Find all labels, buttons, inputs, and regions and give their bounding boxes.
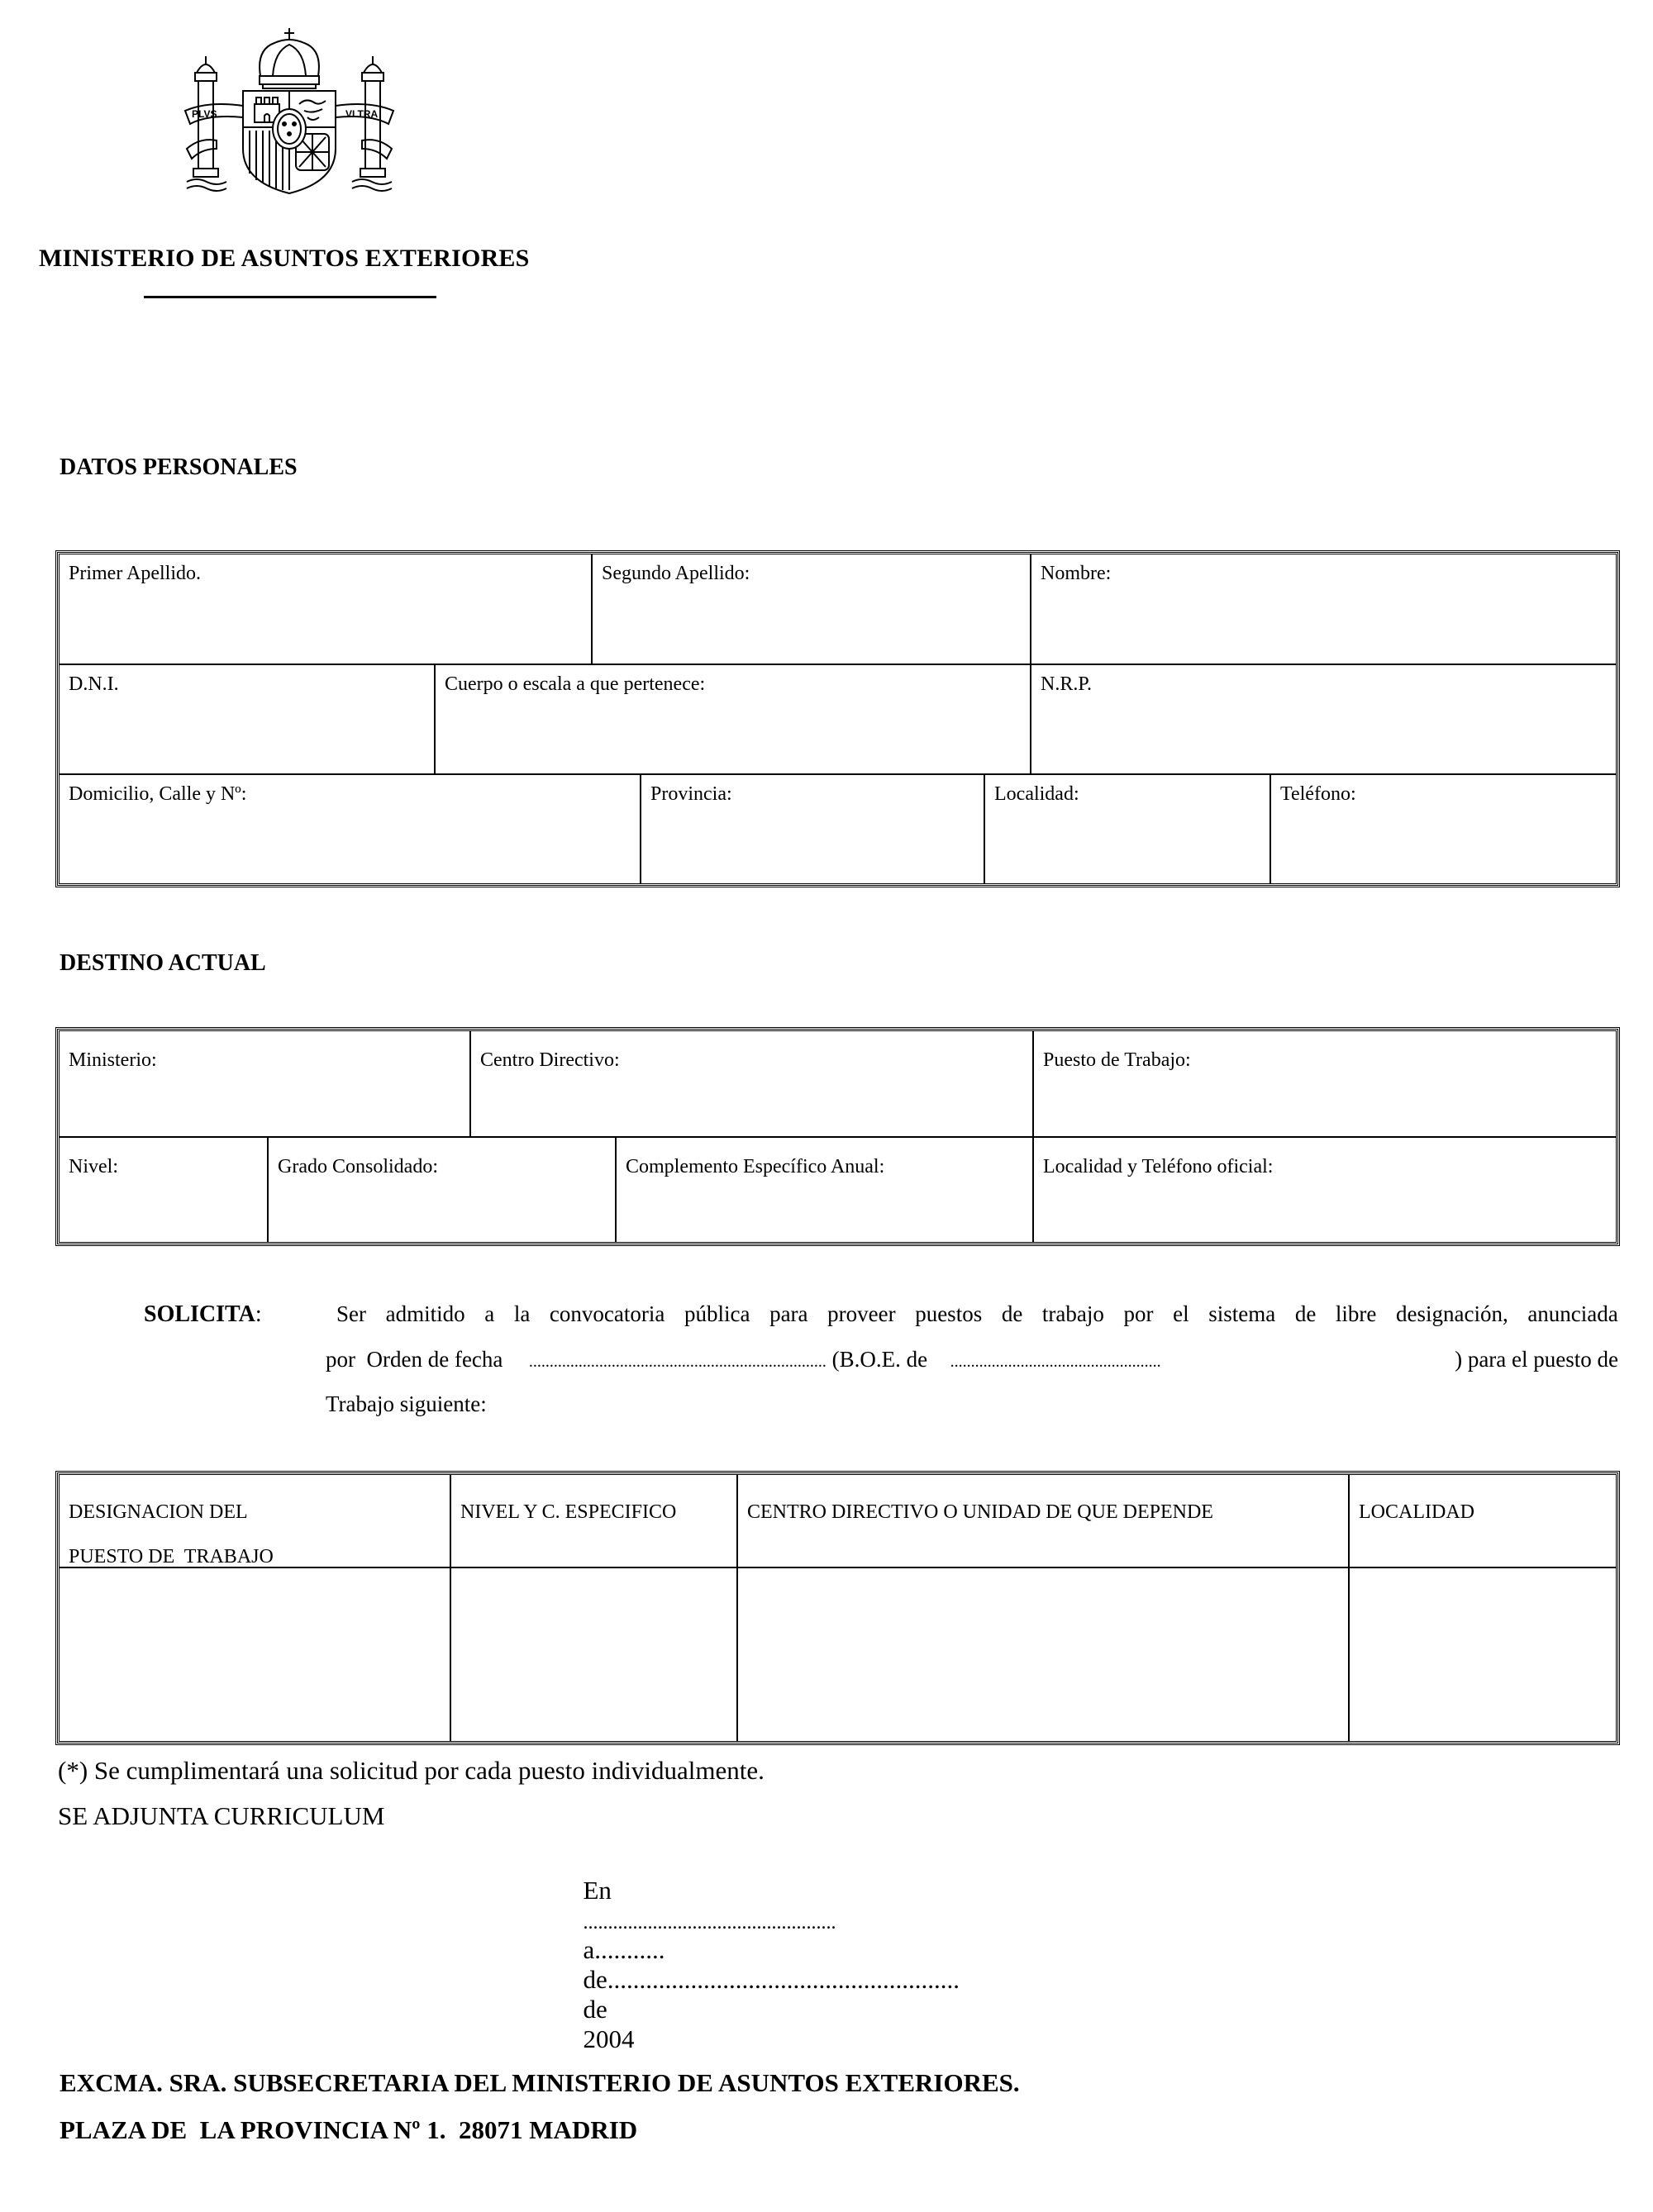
field-label: Provincia: <box>650 783 732 805</box>
solicita-word: libre <box>1335 1301 1377 1326</box>
cell-centro-directivo[interactable] <box>738 1568 1350 1741</box>
field-label: Nivel: <box>69 1156 118 1177</box>
solicita-word: trabajo <box>1041 1301 1104 1326</box>
field-label: Localidad y Teléfono oficial: <box>1043 1156 1274 1177</box>
solicita-label-text: SOLICITA <box>144 1301 255 1327</box>
addressee-line-1: EXCMA. SRA. SUBSECRETARIA DEL MINISTERIO DE ASUNTOS EXTERIORES. <box>60 2068 1020 2097</box>
title-underline <box>144 296 436 298</box>
date-month-blank[interactable]: de....................................................... <box>583 1965 960 1994</box>
solicita-paragraph-line-3: Trabajo siguiente: <box>326 1391 487 1416</box>
field-nombre[interactable] <box>1031 554 1616 665</box>
solicita-word: sistema <box>1208 1301 1276 1326</box>
solicita-word: Ser <box>336 1301 366 1326</box>
destino-actual-table <box>57 1029 1618 1244</box>
orden-fecha-label: por Orden de fecha <box>326 1347 503 1372</box>
field-telefono[interactable] <box>1271 775 1616 883</box>
solicita-word: proveer <box>827 1301 896 1326</box>
date-en-label: En <box>583 1876 612 1905</box>
field-grado-consolidado[interactable] <box>269 1138 617 1242</box>
field-centro-directivo[interactable] <box>471 1031 1034 1138</box>
field-localidad[interactable] <box>985 775 1271 883</box>
column-header-nivel <box>451 1475 738 1568</box>
date-day-blank[interactable]: a........... <box>583 1935 665 1964</box>
solicita-paragraph-line-1 <box>336 1301 1618 1327</box>
orden-fecha-blank[interactable]: ........................................................................ <box>528 1353 826 1371</box>
field-label: N.R.P. <box>1041 673 1093 695</box>
field-cuerpo-escala[interactable] <box>436 665 1031 775</box>
field-label: Centro Directivo: <box>480 1049 620 1071</box>
solicita-word: designación, <box>1396 1301 1508 1326</box>
field-label: Segundo Apellido: <box>602 563 750 584</box>
field-nivel[interactable] <box>60 1138 269 1242</box>
field-label: Puesto de Trabajo: <box>1043 1049 1191 1071</box>
boe-date-blank[interactable]: ................................................... <box>950 1353 1161 1371</box>
date-de-label: de <box>583 1995 607 2024</box>
ministry-title: MINISTERIO DE ASUNTOS EXTERIORES <box>39 245 530 272</box>
puesto-suffix: ) para el puesto de <box>1455 1347 1618 1372</box>
puesto-solicitado-table <box>57 1472 1618 1743</box>
field-label: Complemento Específico Anual: <box>626 1156 885 1177</box>
field-ministerio[interactable] <box>60 1031 471 1138</box>
field-dni[interactable] <box>60 665 436 775</box>
solicita-word: para <box>769 1301 808 1326</box>
solicita-word: puestos <box>915 1301 983 1326</box>
column-header-designacion <box>60 1475 451 1568</box>
solicita-word: a <box>484 1301 495 1326</box>
field-nrp[interactable] <box>1031 665 1616 775</box>
date-year: 2004 <box>583 2024 635 2053</box>
spanish-coat-of-arms-icon <box>183 25 395 198</box>
field-label: Localidad: <box>994 783 1079 805</box>
note-individual-request: (*) Se cumplimentará una solicitud por cada puesto individualmente. <box>58 1756 765 1785</box>
solicita-word: pública <box>684 1301 750 1326</box>
addressee-line-2: PLAZA DE LA PROVINCIA Nº 1. 28071 MADRID <box>60 2115 638 2144</box>
motto-right: VLTRA <box>345 108 379 120</box>
solicita-word: admitido <box>385 1301 465 1326</box>
field-localidad-telefono-oficial[interactable] <box>1034 1138 1616 1242</box>
solicita-word: de <box>1294 1301 1317 1326</box>
boe-label: (B.O.E. de <box>831 1347 928 1372</box>
section-heading-datos-personales: DATOS PERSONALES <box>60 454 298 480</box>
column-header-line: LOCALIDAD <box>1359 1501 1474 1523</box>
cell-localidad[interactable] <box>1350 1568 1616 1741</box>
column-header-centro-directivo <box>738 1475 1350 1568</box>
solicita-word: por <box>1123 1301 1154 1326</box>
field-provincia[interactable] <box>641 775 985 883</box>
solicita-word: anunciada <box>1527 1301 1618 1326</box>
note-attach-curriculum: SE ADJUNTA CURRICULUM <box>58 1801 385 1830</box>
solicita-colon: : <box>255 1301 262 1327</box>
solicita-word: de <box>1001 1301 1023 1326</box>
cell-nivel[interactable] <box>451 1568 738 1741</box>
field-label: Teléfono: <box>1280 783 1356 805</box>
field-complemento-especifico[interactable] <box>617 1138 1034 1242</box>
cell-designacion[interactable] <box>60 1568 451 1741</box>
column-header-line: PUESTO DE TRABAJO <box>69 1546 274 1567</box>
field-label: Nombre: <box>1041 563 1112 584</box>
field-label: Grado Consolidado: <box>278 1156 438 1177</box>
coat-of-arms <box>183 25 395 198</box>
field-segundo-apellido[interactable] <box>593 554 1031 665</box>
date-place-blank[interactable]: ................................................... <box>583 1912 836 1934</box>
solicita-word: la <box>513 1301 531 1326</box>
field-label: Cuerpo o escala a que pertenece: <box>445 673 706 695</box>
date-line <box>570 1846 960 2054</box>
solicita-label <box>144 1301 262 1328</box>
field-domicilio[interactable] <box>60 775 641 883</box>
solicita-word: convocatoria <box>549 1301 665 1326</box>
field-label: D.N.I. <box>69 673 119 695</box>
field-label: Ministerio: <box>69 1049 157 1071</box>
column-header-line: CENTRO DIRECTIVO O UNIDAD DE QUE DEPENDE <box>747 1501 1213 1523</box>
column-header-line: DESIGNACION DEL <box>69 1501 248 1523</box>
field-puesto-trabajo[interactable] <box>1034 1031 1616 1138</box>
field-primer-apellido[interactable] <box>60 554 593 665</box>
solicita-word: el <box>1173 1301 1189 1326</box>
datos-personales-table <box>57 552 1618 886</box>
column-header-line: NIVEL Y C. ESPECIFICO <box>460 1501 677 1523</box>
motto-left: PLVS <box>192 108 217 120</box>
field-label: Domicilio, Calle y Nº: <box>69 783 247 805</box>
solicita-paragraph-line-2 <box>326 1347 1618 1372</box>
field-label: Primer Apellido. <box>69 563 201 584</box>
section-heading-destino-actual: DESTINO ACTUAL <box>60 950 266 976</box>
column-header-localidad <box>1350 1475 1616 1568</box>
